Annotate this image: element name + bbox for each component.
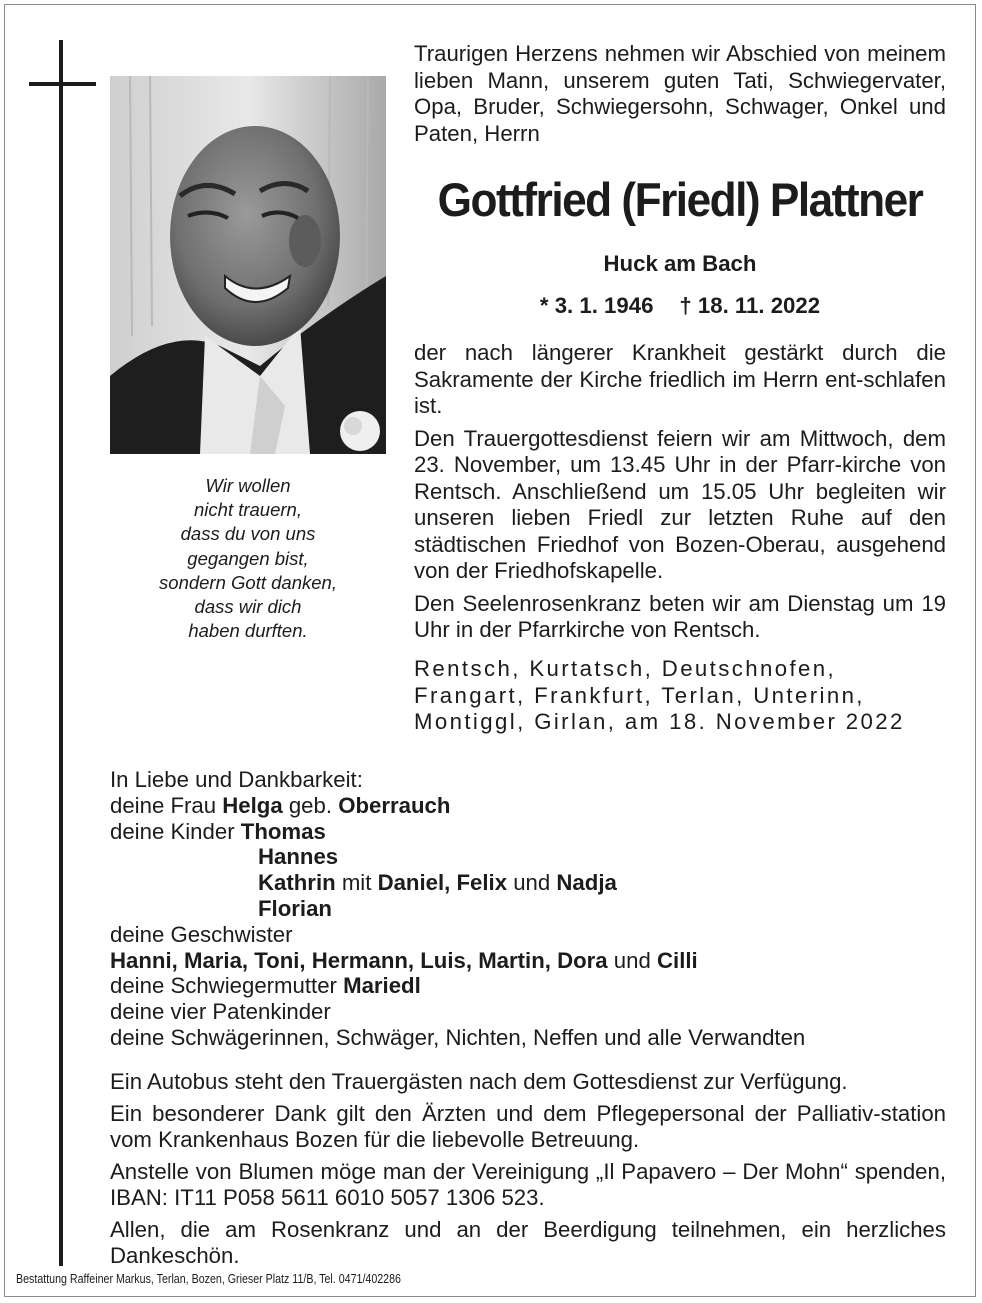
portrait-photo [110, 76, 386, 454]
mourner-name: Hannes [258, 844, 339, 870]
poem-line: haben durften. [188, 620, 308, 642]
mourner-siblings [110, 948, 950, 974]
mourner-name: Helga [222, 792, 283, 818]
mourner-name: Florian [258, 895, 332, 921]
closing-paragraph: Allen, die am Rosenkranz und an der Beerdigung teilnehmen, ein herzliches Dankeschön. [110, 1216, 946, 1268]
mourner-name: Oberrauch [338, 792, 451, 818]
mourner-name: Daniel, Felix [377, 870, 508, 896]
mourner-name: Cilli [657, 947, 698, 973]
intro-text: Traurigen Herzens nehmen wir Abschied von meinem lieben Mann, unserem guten Tati, Schwiegervater, Opa, Bruder, Schwiegersohn, Schwager, Onkel und Paten, Herrn [414, 41, 946, 146]
poem-line: gegangen bist, [187, 547, 309, 569]
mourner-label: mit [335, 870, 378, 896]
mourner-label: geb. [282, 792, 339, 818]
cross-vertical-beam [59, 40, 63, 1266]
mourner-relatives: deine Schwägerinnen, Schwäger, Nichten, Neffen und alle Verwandten [110, 1024, 806, 1050]
closing-paragraph: Ein Autobus steht den Trauergästen nach dem Gottesdienst zur Verfügung. [110, 1069, 848, 1094]
body-paragraph: der nach längerer Krankheit gestärkt durch die Sakramente der Kirche friedlich im Herrn ent-schlafen ist. [414, 340, 946, 418]
mourner-children [110, 819, 950, 845]
funeral-home-footer: Bestattung Raffeiner Markus, Terlan, Bozen, Grieser Platz 11/B, Tel. 0471/402286 [16, 1271, 401, 1286]
body-paragraph: Den Seelenrosenkranz beten wir am Dienstag um 19 Uhr in der Pfarrkirche von Rentsch. [414, 590, 946, 642]
mourner-name: Hanni, Maria, Toni, Hermann, Luis, Martin, Dora [110, 947, 608, 973]
closing-paragraph: Anstelle von Blumen möge man der Vereinigung „Il Papavero – Der Mohn“ spenden, IBAN: IT11 P058 5611 6010 5057 1306 523. [110, 1158, 946, 1210]
life-dates [414, 291, 946, 321]
mourner-name: Thomas [240, 818, 326, 844]
places-line: Rentsch, Kurtatsch, Deutschnofen, [414, 656, 837, 681]
mourner-siblings-label: deine Geschwister [110, 921, 293, 947]
body-paragraph: Den Trauergottesdienst feiern wir am Mittwoch, dem 23. November, um 13.45 Uhr in der Pfarr-kirche von Rentsch. Anschließend um 15.05 Uhr begleiten wir unseren lieben Friedl zur letzten Ruhe auf den städtischen Friedhof von Bozen-Oberau, ausgehend von der Friedhofskapelle. [414, 425, 946, 583]
places-line: Montiggl, Girlan, am 18. November 2022 [414, 709, 905, 734]
poem-line: Wir wollen [205, 475, 291, 496]
farm-name: Huck am Bach [603, 251, 757, 276]
birth-date: * 3. 1. 1946 [539, 293, 654, 318]
poem-line: dass du von uns [180, 523, 316, 545]
mourner-name: Nadja [556, 870, 617, 896]
poem-line: sondern Gott danken, [159, 571, 337, 593]
poem-line: dass wir dich [194, 596, 302, 618]
mourners-list [110, 767, 950, 1051]
mourner-wife [110, 793, 950, 819]
mourner-child [110, 896, 950, 922]
mourner-name: Kathrin [258, 870, 336, 896]
mourner-child [110, 870, 950, 896]
poem [110, 474, 386, 643]
mourner-label: und [607, 947, 657, 973]
places-line: Frangart, Frankfurt, Terlan, Unterinn, [414, 682, 865, 708]
mourners-heading: In Liebe und Dankbarkeit: [110, 767, 363, 792]
closing-notes [110, 1069, 946, 1275]
cross-horizontal-beam [29, 82, 96, 86]
poem-line: nicht trauern, [194, 499, 302, 521]
mourner-label: und [507, 870, 557, 896]
mourner-godchildren: deine vier Patenkinder [110, 999, 331, 1025]
deceased-name: Gottfried (Friedl) Plattner [437, 173, 923, 226]
mourner-label: deine Schwiegermutter [110, 973, 344, 999]
closing-paragraph: Ein besonderer Dank gilt den Ärzten und dem Pflegepersonal der Palliativ-station vom Krankenhaus Bozen für die liebevolle Betreuung. [110, 1100, 946, 1152]
mourner-child [110, 844, 950, 870]
mourner-mother-in-law [110, 973, 950, 999]
places-and-date [414, 656, 946, 736]
announcement-body [414, 340, 946, 650]
mourner-name: Mariedl [343, 973, 421, 999]
mourner-label: deine Kinder [110, 818, 241, 844]
mourner-label: deine Frau [110, 792, 223, 818]
death-date: † 18. 11. 2022 [679, 293, 821, 318]
